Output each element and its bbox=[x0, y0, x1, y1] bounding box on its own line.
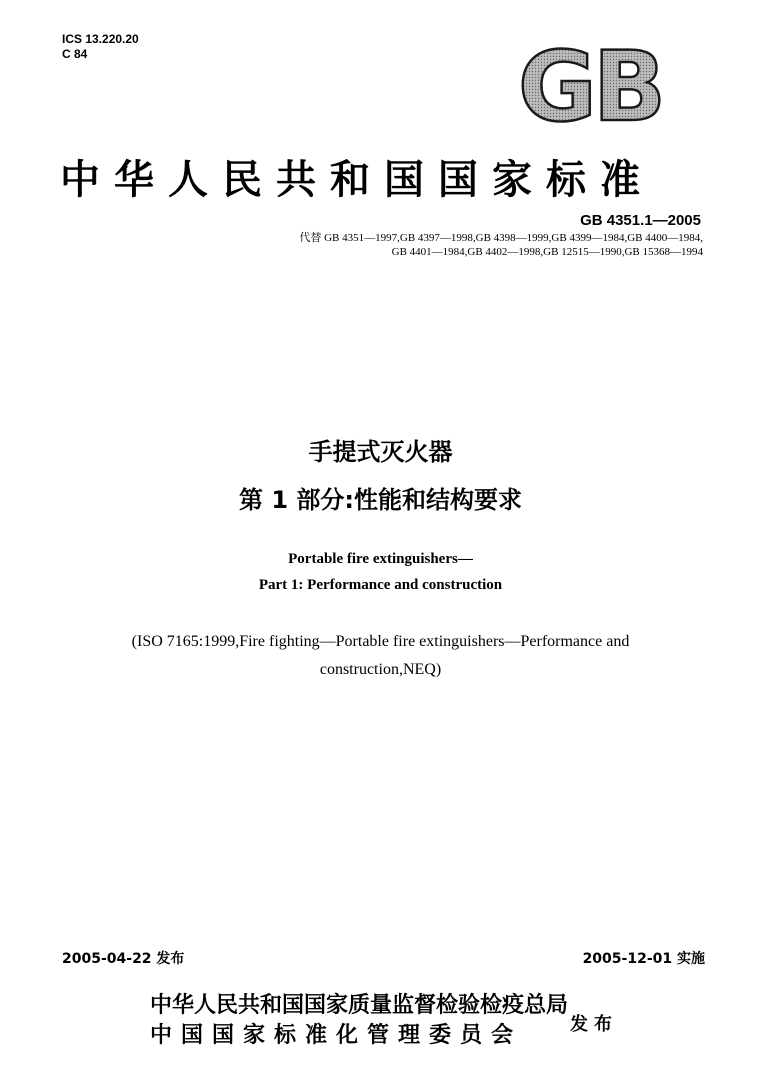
english-title-line-2: Part 1: Performance and construction bbox=[258, 577, 503, 593]
national-standard-title: 中华人民共和国国家标准 bbox=[60, 156, 654, 203]
english-title-line-1: Portable fire extinguishers— bbox=[288, 551, 473, 567]
gb-logo-text: GB bbox=[518, 40, 662, 130]
issuing-authorities bbox=[150, 990, 568, 1050]
ccs-code: C 84 bbox=[62, 47, 88, 61]
issue-action-label: 发布 bbox=[570, 1014, 618, 1035]
replaced-standards bbox=[63, 231, 703, 259]
classification-codes bbox=[62, 32, 139, 62]
ics-code: ICS 13.220.20 bbox=[62, 32, 139, 46]
standard-number: GB 4351.1—2005 bbox=[580, 212, 701, 229]
replaced-standards-line-1: 代替 GB 4351—1997,GB 4397—1998,GB 4398—1999,GB 4399—1984,GB 4400—1984, bbox=[299, 232, 703, 244]
replaced-standards-line-2: GB 4401—1984,GB 4402—1998,GB 12515—1990,GB 15368—1994 bbox=[391, 246, 703, 258]
gb-logo bbox=[510, 40, 670, 130]
chinese-title-line-2: 第 1 部分:性能和结构要求 bbox=[238, 486, 522, 514]
iso-reference-line-1: (ISO 7165:1999,Fire fighting—Portable fire extinguishers—Performance and bbox=[131, 633, 630, 650]
iso-reference bbox=[60, 628, 701, 684]
chinese-title-line-1: 手提式灭火器 bbox=[308, 438, 453, 466]
issuer-line-2: 中国国家标准化管理委员会 bbox=[150, 1022, 523, 1048]
implementation-date: 2005-12-01 实施 bbox=[582, 951, 705, 967]
iso-reference-line-2: construction,NEQ) bbox=[319, 661, 442, 678]
publication-date: 2005-04-22 发布 bbox=[62, 951, 185, 967]
issuer-line-1: 中华人民共和国国家质量监督检验检疫总局 bbox=[150, 992, 569, 1018]
